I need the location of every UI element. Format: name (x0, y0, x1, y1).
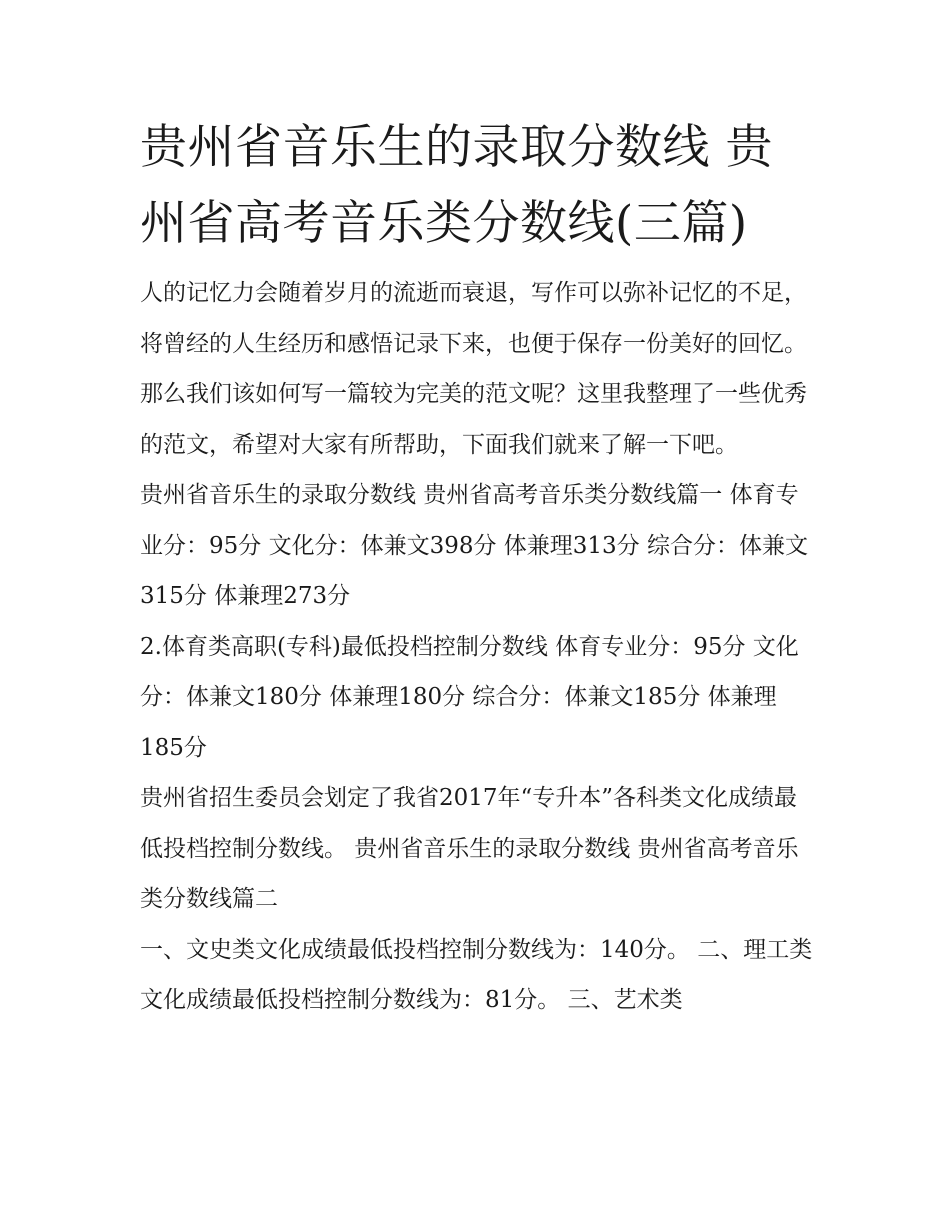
paragraph-3: 贵州省招生委员会划定了我省2017年“专升本”各科类文化成绩最低投档控制分数线。 贵州省音乐生的录取分数线 贵州省高考音乐类分数线篇二 (140, 785, 799, 912)
document-page (140, 110, 820, 1026)
paragraph-1: 贵州省音乐生的录取分数线 贵州省高考音乐类分数线篇一 体育专业分：95分 文化分：体兼文398分 体兼理313分 综合分：体兼文315分 体兼理273分 (140, 482, 808, 609)
paragraph-2: 2.体育类高职(专科)最低投档控制分数线 体育专业分：95分 文化分：体兼文180分 体兼理180分 综合分：体兼文185分 体兼理185分 (140, 633, 799, 761)
paragraph-4: 一、文史类文化成绩最低投档控制分数线为：140分。 二、理工类文化成绩最低投档控制分数线为：81分。 三、艺术类 (140, 936, 813, 1013)
document-title: 贵州省音乐生的录取分数线 贵州省高考音乐类分数线(三篇) (140, 120, 773, 251)
intro-paragraph: 人的记忆力会随着岁月的流逝而衰退，写作可以弥补记忆的不足，将曾经的人生经历和感悟记录下来，也便于保存一份美好的回忆。那么我们该如何写一篇较为完美的范文呢？这里我整理了一些优秀的范文，希望对大家有所帮助，下面我们就来了解一下吧。 (140, 280, 807, 458)
